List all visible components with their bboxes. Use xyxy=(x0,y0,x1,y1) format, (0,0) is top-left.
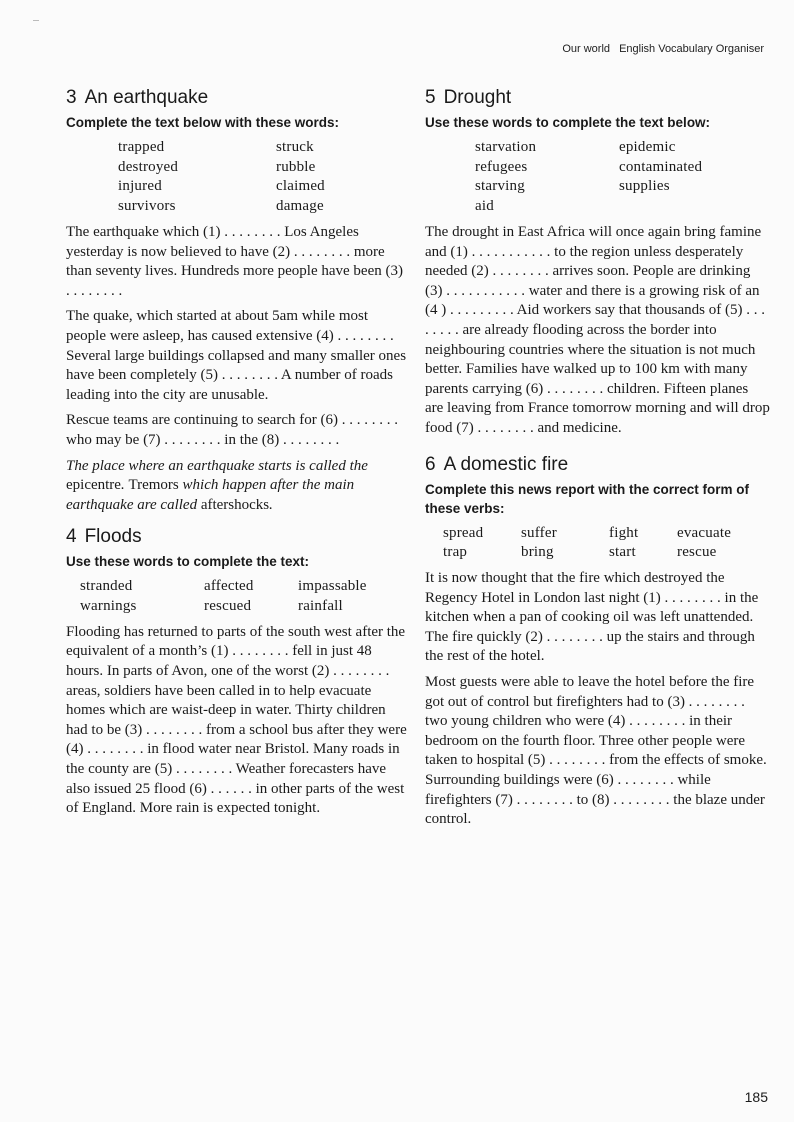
right-column xyxy=(425,88,770,838)
word: survivors xyxy=(118,198,176,215)
section-floods xyxy=(66,527,408,818)
note-term: epicentre xyxy=(66,477,121,494)
word: injured xyxy=(118,178,162,195)
word: supplies xyxy=(619,178,670,195)
instruction: Complete this news report with the correct form of these verbs: xyxy=(425,481,750,516)
header-section: Our world xyxy=(562,43,611,55)
word: bring xyxy=(521,544,554,561)
instruction: Use these words to complete the text below: xyxy=(425,114,711,130)
paragraph: Most guests were able to leave the hotel before the fire got out of control but firefighters had to (3) . . . . . . . . two young children who were (4) . . . . . . . . in their bedroom on the fourth floor. Three other people were taken to hospital (5) . . . . . . . . from the effects of smoke. Surrounding buildings were (6) . . . . . . . . while firefighters (7) . . . . . . . . to (8) . . . . . . . . the blaze under control. xyxy=(425,674,767,828)
word: stranded xyxy=(80,578,133,595)
word: destroyed xyxy=(118,158,179,175)
word: rubble xyxy=(276,158,316,175)
word: claimed xyxy=(276,178,325,195)
paragraph: The quake, which started at about 5am while most people were asleep, has caused extensive (4) . . . . . . . . Several large buildings collapsed and many smaller ones have been completely (5) . . . . . . . . A number of roads leading into the city are unusable. xyxy=(66,308,407,403)
section-drought xyxy=(425,88,770,439)
paragraph: The drought in East Africa will once again bring famine and (1) . . . . . . . . . . . to the region unless desperately needed (2) . . . . . . . . arrives soon. People are drinking (3) . . . . . . . . . . . water and there is a growing risk of an (4 ) . . . . . . . . . Aid workers say that thousands of (5) . . . . . . . . are already flooding across the border into neighbouring countries where the situation is not much better. Families have walked up to 100 km with many parents carrying (6) . . . . . . . . children. Fifteen planes are leaving from France tomorrow morning and will drop food (7) . . . . . . . . and medicine. xyxy=(425,224,770,437)
word-box xyxy=(80,577,408,617)
note-text: The place where an earthquake starts is called the xyxy=(66,457,368,474)
section-title: An earthquake xyxy=(84,87,209,108)
left-column xyxy=(66,88,408,827)
scan-mark xyxy=(33,20,39,21)
word-box xyxy=(118,138,408,217)
note-text: . xyxy=(269,496,273,513)
word: fight xyxy=(609,524,639,541)
section-fire xyxy=(425,455,770,830)
paragraph: Flooding has returned to parts of the south west after the equivalent of a month’s (1) . . . . . . . . fell in just 48 hours. In parts of Avon, one of the worst (2) . . . . . . . . areas, soldiers have been called in to help evacuate homes which are waist-deep in water. Thirty children had to be (3) . . . . . . . . from a school bus after they were (4) . . . . . . . . in flood water near Bristol. Many roads in the county are (5) . . . . . . . . Weather forecasters have also issued 25 flood (6) . . . . . . in other parts of the west of England. More rain is expected tonight. xyxy=(66,623,407,817)
vocabulary-note xyxy=(66,457,408,516)
word: starvation xyxy=(475,138,537,155)
instruction: Use these words to complete the text: xyxy=(66,554,310,570)
word-box xyxy=(443,524,770,564)
note-text: . xyxy=(120,477,129,494)
word: contaminated xyxy=(619,158,703,175)
section-heading xyxy=(66,527,408,548)
word: start xyxy=(609,544,636,561)
note-text: which happen after the main earthquake are called xyxy=(66,477,355,513)
section-number: 4 xyxy=(66,526,77,548)
section-number: 5 xyxy=(425,87,436,108)
section-heading xyxy=(66,88,408,109)
note-term: aftershocks xyxy=(200,496,270,513)
word: impassable xyxy=(298,578,367,595)
section-number: 6 xyxy=(425,453,436,475)
section-earthquake xyxy=(66,88,408,515)
word: evacuate xyxy=(677,524,732,541)
word: starving xyxy=(475,178,525,195)
paragraph: It is now thought that the fire which destroyed the Regency Hotel in London last night (1) . . . . . . . . in the kitchen when a pan of cooking oil was left unattended. The fire quickly (2) . . . . . . . . up the stairs and through the rest of the hotel. xyxy=(425,570,759,665)
section-title: Drought xyxy=(443,87,512,108)
word: spread xyxy=(443,524,484,541)
section-heading xyxy=(425,455,770,476)
word: trap xyxy=(443,544,468,561)
section-title: A domestic fire xyxy=(443,453,569,475)
paragraph: The earthquake which (1) . . . . . . . . Los Angeles yesterday is now believed to have (2) . . . . . . . . more than seventy lives. Hundreds more people have been (3) . . . . . . . . xyxy=(66,224,403,299)
word: rescued xyxy=(204,598,252,615)
word: epidemic xyxy=(619,138,676,155)
word: warnings xyxy=(80,598,137,615)
word: suffer xyxy=(521,524,557,541)
word: struck xyxy=(276,138,314,155)
word: refugees xyxy=(475,158,528,175)
section-heading xyxy=(425,88,770,109)
note-term: Tremors xyxy=(128,477,179,494)
word: rainfall xyxy=(298,598,343,615)
word-box xyxy=(475,138,770,217)
page-number: 185 xyxy=(744,1089,768,1105)
word: trapped xyxy=(118,138,165,155)
word: damage xyxy=(276,198,324,215)
word: rescue xyxy=(677,544,717,561)
running-header xyxy=(562,43,764,55)
header-book-title: English Vocabulary Organiser xyxy=(619,43,764,55)
section-number: 3 xyxy=(66,87,77,108)
section-title: Floods xyxy=(84,526,142,548)
word: aid xyxy=(475,198,494,215)
instruction: Complete the text below with these words: xyxy=(66,114,340,130)
word: affected xyxy=(204,578,254,595)
paragraph: Rescue teams are continuing to search for (6) . . . . . . . . who may be (7) . . . . . . . . in the (8) . . . . . . . . xyxy=(66,412,398,449)
